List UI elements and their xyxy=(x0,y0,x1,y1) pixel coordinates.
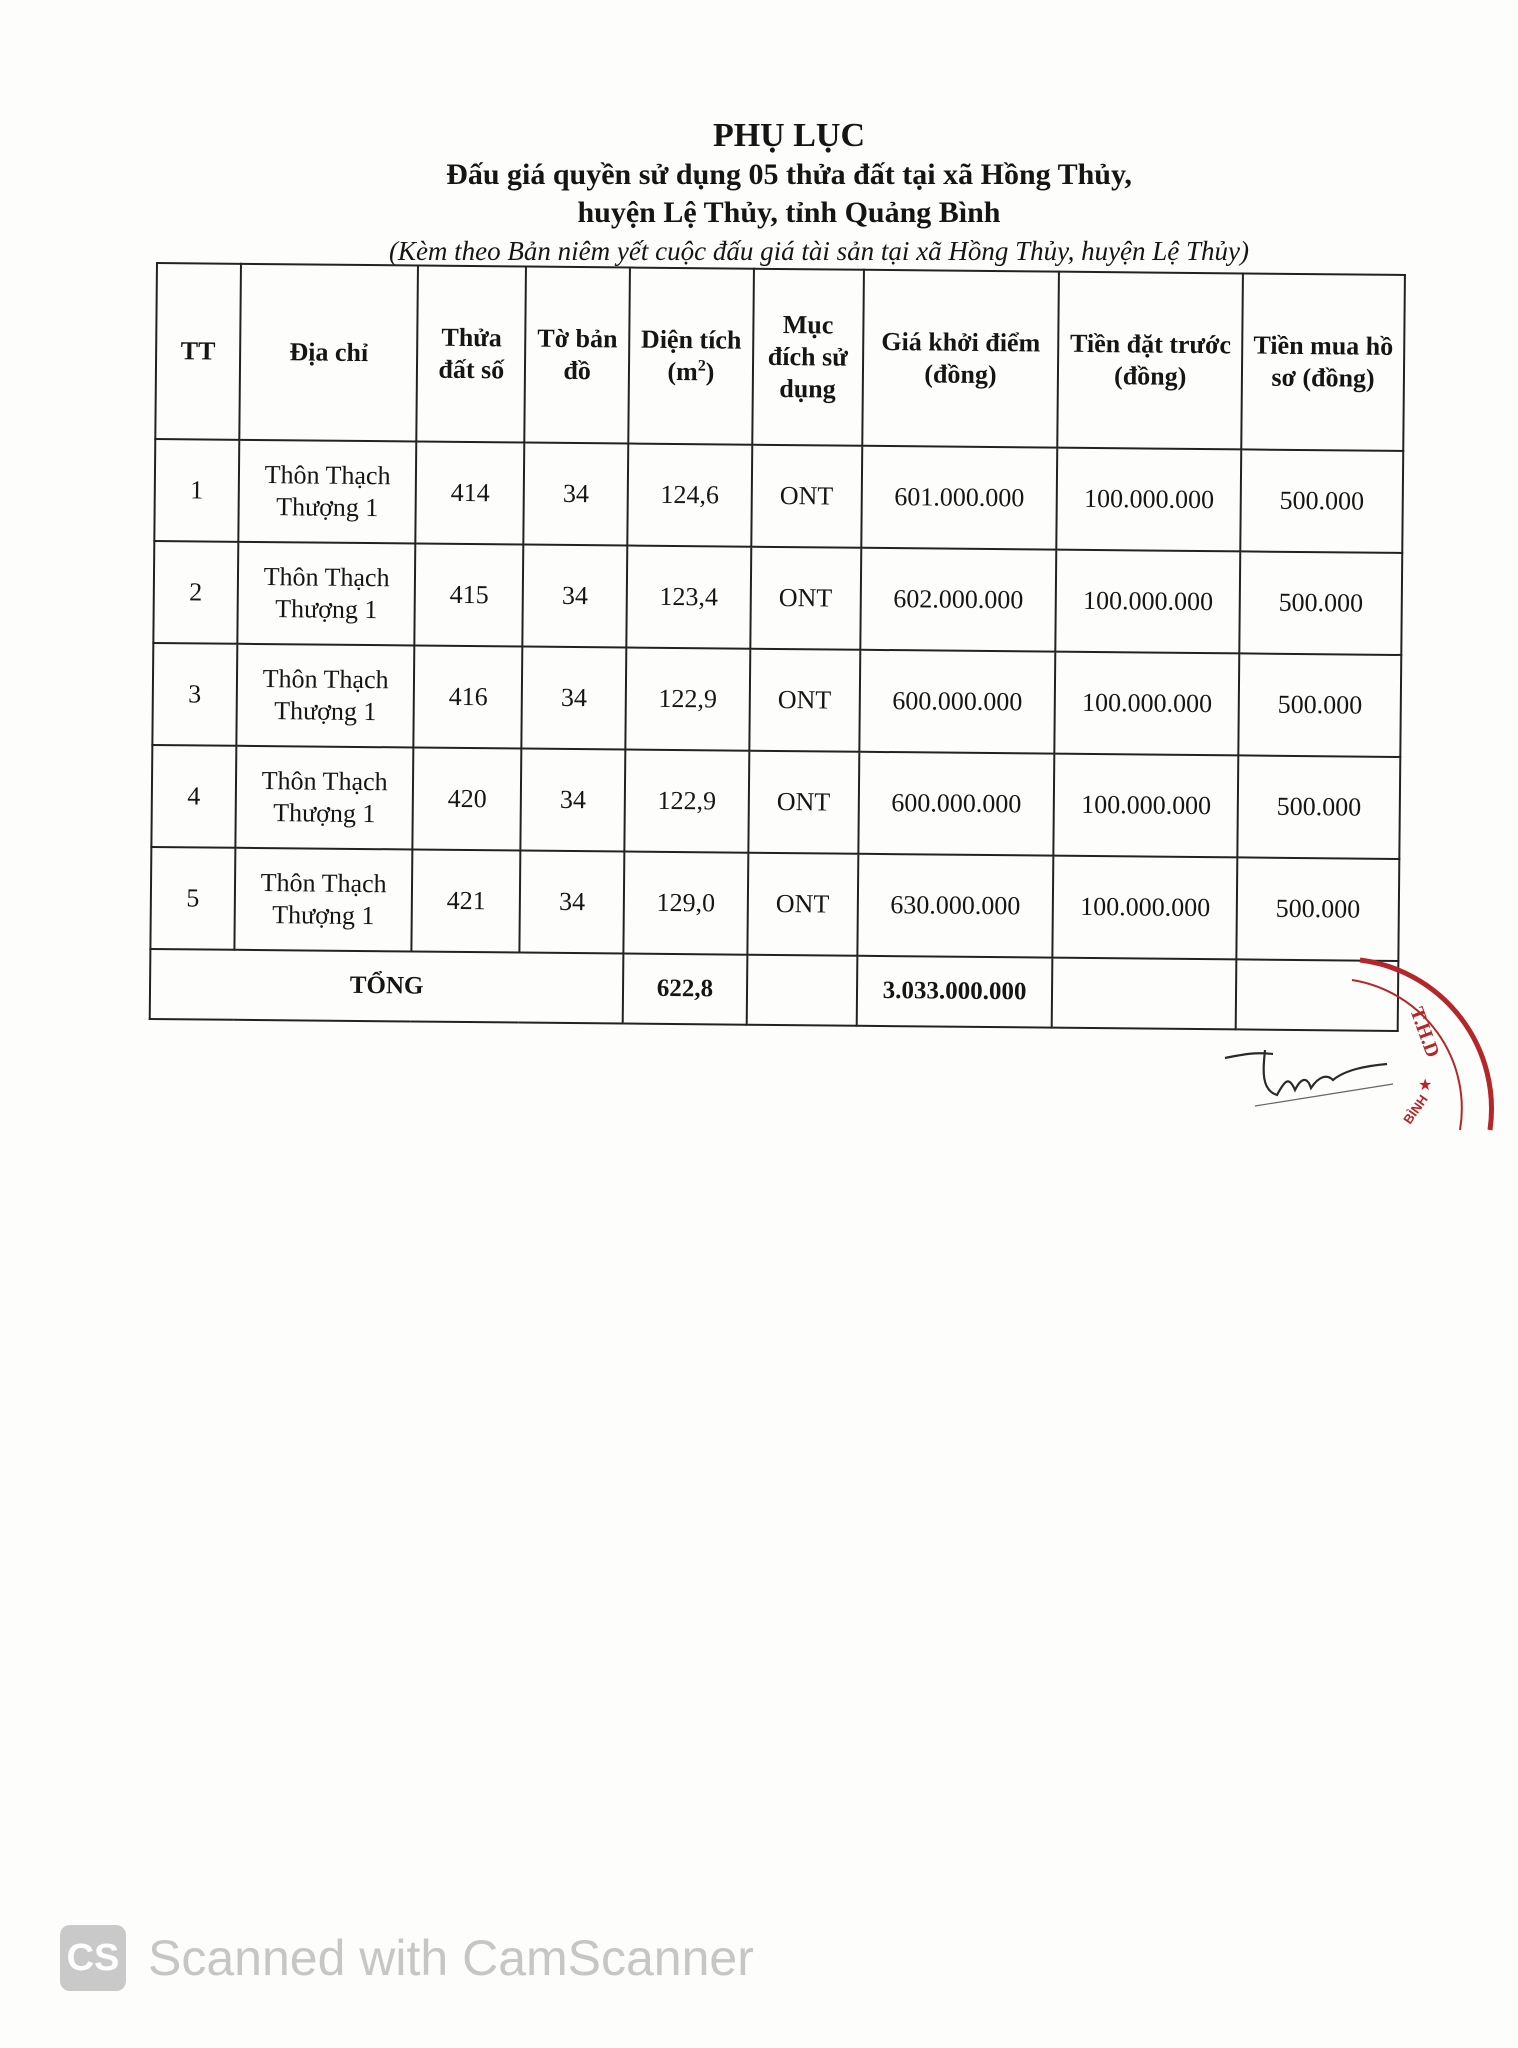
cell-purpose: ONT xyxy=(751,445,862,548)
table-total-row xyxy=(150,949,1399,1031)
red-seal-stamp xyxy=(1340,940,1518,1180)
cell-plot-no: 414 xyxy=(416,442,525,545)
cell-address: Thôn Thạch Thượng 1 xyxy=(238,440,417,544)
cell-deposit: 100.000.000 xyxy=(1054,754,1239,858)
cell-area: 129,0 xyxy=(623,852,748,955)
header-area-unit-close: ) xyxy=(705,357,715,387)
table-row xyxy=(151,745,1400,859)
cell-address: Thôn Thạch Thượng 1 xyxy=(236,644,415,748)
svg-text:BÌNH: BÌNH xyxy=(1400,1092,1431,1127)
header-deposit: Tiền đặt trước (đồng) xyxy=(1058,272,1243,450)
cell-deposit: 100.000.000 xyxy=(1053,856,1238,960)
cell-purpose: ONT xyxy=(748,751,859,854)
cell-tt: 4 xyxy=(151,745,236,848)
cell-map-sheet: 34 xyxy=(523,545,628,648)
cell-start-price: 600.000.000 xyxy=(859,650,1056,754)
cell-tt: 3 xyxy=(152,643,237,746)
header-address: Địa chỉ xyxy=(239,264,418,442)
cell-plot-no: 420 xyxy=(413,747,522,850)
cell-map-sheet: 34 xyxy=(520,851,625,954)
header-start-price: Giá khởi điểm (đồng) xyxy=(862,270,1059,448)
cell-dossier-fee: 500.000 xyxy=(1237,857,1400,961)
appendix-table xyxy=(149,262,1406,1032)
cell-dossier-fee: 500.000 xyxy=(1240,449,1403,553)
header-area xyxy=(628,268,753,445)
header-area-label: Diện tích xyxy=(640,324,742,355)
header-tt: TT xyxy=(155,263,241,440)
cell-start-price: 601.000.000 xyxy=(861,446,1058,550)
cell-map-sheet: 34 xyxy=(524,443,629,546)
cell-address: Thôn Thạch Thượng 1 xyxy=(235,746,414,850)
total-area: 622,8 xyxy=(623,954,747,1025)
cell-address: Thôn Thạch Thượng 1 xyxy=(237,542,416,646)
cell-tt: 1 xyxy=(154,439,239,542)
camscanner-logo-icon: CS xyxy=(60,1925,126,1991)
cell-start-price: 630.000.000 xyxy=(857,854,1054,958)
table-row xyxy=(153,541,1402,655)
cell-tt: 5 xyxy=(150,847,235,950)
table-header-row xyxy=(155,263,1405,451)
cell-plot-no: 415 xyxy=(415,544,524,647)
cell-area: 124,6 xyxy=(627,444,752,547)
table-row xyxy=(150,847,1399,961)
cell-purpose: ONT xyxy=(747,853,858,956)
cell-dossier-fee: 500.000 xyxy=(1239,653,1402,757)
camscanner-text: Scanned with CamScanner xyxy=(148,1930,754,1986)
document-subtitle-line2: huyện Lệ Thủy, tỉnh Quảng Bình xyxy=(577,196,1001,229)
total-start-price: 3.033.000.000 xyxy=(856,956,1052,1028)
cell-deposit: 100.000.000 xyxy=(1056,550,1241,654)
header-plot-no: Thửa đất số xyxy=(417,266,527,443)
table-row xyxy=(152,643,1401,757)
cell-purpose: ONT xyxy=(750,547,861,650)
cell-plot-no: 416 xyxy=(414,646,523,749)
header-purpose: Mục đích sử dụng xyxy=(752,269,863,446)
header-dossier-fee: Tiền mua hồ sơ (đồng) xyxy=(1241,273,1404,451)
document-note: (Kèm theo Bản niêm yết cuộc đấu giá tài sản tại xã Hồng Thủy, huyện Lệ Thủy) xyxy=(388,236,1250,266)
cell-map-sheet: 34 xyxy=(521,749,626,852)
header-map-sheet: Tờ bản đồ xyxy=(525,267,630,444)
header-area-unit-sup: 2 xyxy=(697,357,706,375)
cell-area: 122,9 xyxy=(625,648,750,751)
cell-area: 122,9 xyxy=(624,750,749,853)
svg-text:T.H.D: T.H.D xyxy=(1405,1004,1444,1061)
svg-text:★: ★ xyxy=(1418,1077,1433,1094)
cell-map-sheet: 34 xyxy=(522,647,627,750)
cell-plot-no: 421 xyxy=(412,849,521,952)
total-label: TỔNG xyxy=(150,949,624,1024)
cell-address: Thôn Thạch Thượng 1 xyxy=(234,848,413,952)
cell-deposit: 100.000.000 xyxy=(1055,652,1240,756)
cell-dossier-fee: 500.000 xyxy=(1240,551,1403,655)
header-area-unit: (m xyxy=(667,356,698,387)
cell-deposit: 100.000.000 xyxy=(1057,448,1242,552)
total-purpose-empty xyxy=(747,955,857,1026)
cell-purpose: ONT xyxy=(749,649,860,752)
cell-start-price: 600.000.000 xyxy=(858,752,1055,856)
camscanner-watermark xyxy=(60,1925,754,1991)
cell-dossier-fee: 500.000 xyxy=(1238,755,1401,859)
table-row xyxy=(154,439,1403,553)
total-deposit-empty xyxy=(1052,958,1236,1030)
cell-area: 123,4 xyxy=(626,546,751,649)
document-heading xyxy=(0,116,1518,270)
document-title: PHỤ LỤC xyxy=(712,117,866,154)
cell-start-price: 602.000.000 xyxy=(860,548,1057,652)
cell-tt: 2 xyxy=(153,541,238,644)
document-subtitle-line1: Đấu giá quyền sử dụng 05 thửa đất tại xã Hồng Thủy, xyxy=(446,158,1132,191)
